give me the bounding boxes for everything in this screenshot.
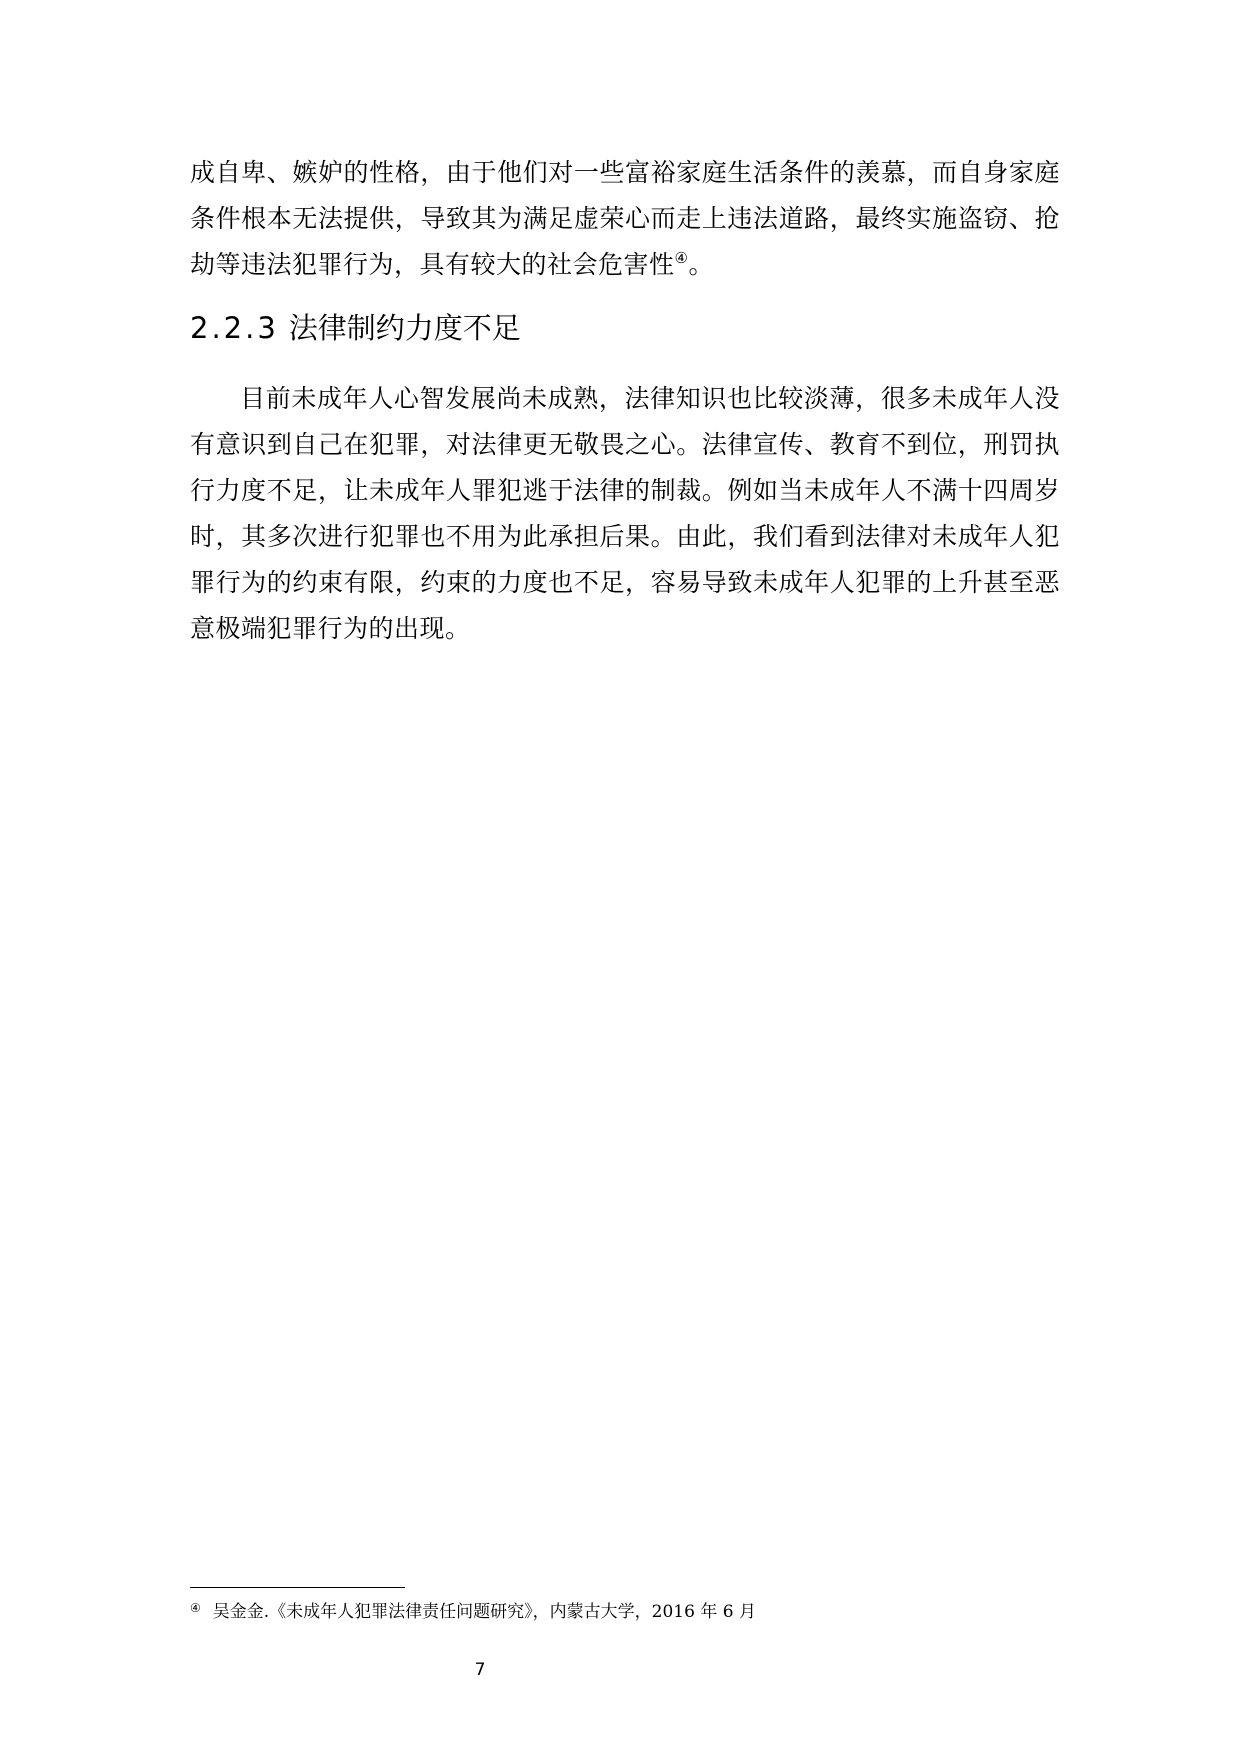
- body-paragraph: [190, 150, 1060, 288]
- footnote-divider: [190, 1587, 405, 1588]
- paragraph-line-text: 目前未成年人心智发展尚未成熟，法律知识也比较淡薄，很多未成年人没: [240, 384, 1060, 413]
- paragraph-line: [190, 376, 1060, 422]
- paragraph-line: 有意识到自己在犯罪，对法律更无敬畏之心。法律宣传、教育不到位，刑罚执: [190, 430, 1060, 459]
- paragraph-line: 行力度不足，让未成年人罪犯逃于法律的制裁。例如当未成年人不满十四周岁: [190, 476, 1060, 505]
- footnote-reference[interactable]: ④: [674, 249, 689, 267]
- paragraph-line: 时，其多次进行犯罪也不用为此承担后果。由此，我们看到法律对未成年人犯: [190, 522, 1060, 551]
- paragraph-line-text: 劫等违法犯罪行为，具有较大的社会危害性: [190, 250, 675, 279]
- footnote-text: 吴金金.《未成年人犯罪法律责任问题研究》，内蒙古大学，2016 年 6 月: [212, 1602, 756, 1622]
- paragraph-line: 成自卑、嫉妒的性格，由于他们对一些富裕家庭生活条件的羡慕，而自身家庭: [190, 158, 1060, 187]
- paragraph-line: [190, 242, 1060, 288]
- paragraph-end-punctuation: 。: [688, 250, 714, 279]
- paragraph-line: 意极端犯罪行为的出现。: [190, 614, 471, 643]
- paragraph-line: 条件根本无法提供，导致其为满足虚荣心而走上违法道路，最终实施盗窃、抢: [190, 204, 1060, 233]
- section-heading: [190, 308, 521, 348]
- footnote-marker: ④: [190, 1601, 201, 1615]
- paragraph-line: 罪行为的约束有限，约束的力度也不足，容易导致未成年人犯罪的上升甚至恶: [190, 568, 1060, 597]
- section-number: 2.2.3: [190, 311, 279, 345]
- section-title: 法律制约力度不足: [288, 311, 521, 345]
- page-number: 7: [474, 1660, 486, 1680]
- footnote: [190, 1596, 756, 1624]
- body-paragraph: [190, 376, 1060, 652]
